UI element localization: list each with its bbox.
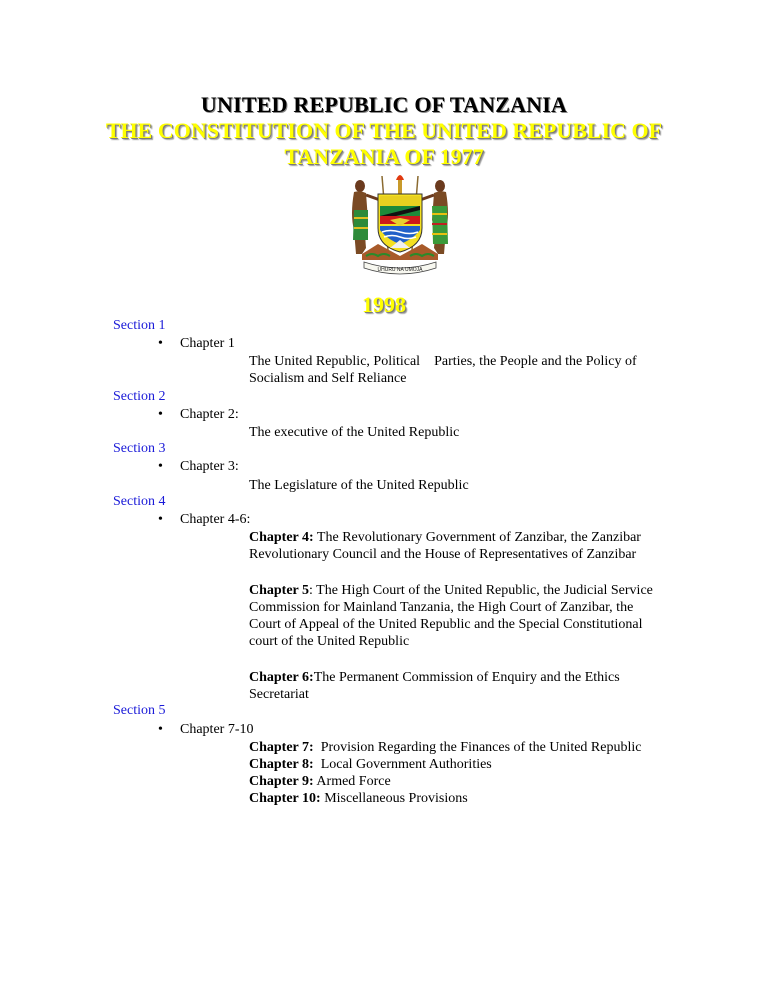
edition-year: 1998 [362, 292, 406, 317]
bullet-icon: • [158, 407, 163, 422]
chapters-7-10-list [249, 739, 689, 807]
coat-of-arms-icon [342, 170, 458, 276]
document-title: UNITED REPUBLIC OF TANZANIA [200, 92, 568, 117]
subtitle-line-2: TANZANIA OF 1977 [284, 144, 484, 169]
description-line [249, 669, 689, 686]
chapter-text: Armed Force [313, 774, 391, 789]
description-line: The executive of the United Republic [249, 425, 460, 440]
section-4-link[interactable]: Section 4 [113, 494, 166, 509]
chapter-text: Miscellaneous Provisions [320, 791, 468, 806]
description-line: The United Republic, Political Parties, the People and the Policy of [249, 354, 637, 369]
chapter-4-description [249, 529, 689, 563]
chapter-heading: Chapter 5 [249, 583, 310, 598]
subtitle-line-1: THE CONSTITUTION OF THE UNITED REPUBLIC OF [105, 118, 663, 143]
chapter-bullet-5 [158, 722, 253, 738]
chapter-label: Chapter 4-6: [180, 512, 251, 527]
description-line: Court of Appeal of the United Republic and the Special Constitutional [249, 617, 643, 632]
chapter-bullet-2 [158, 407, 239, 423]
chapter-description [249, 353, 689, 387]
chapter-label: Chapter 2: [180, 407, 239, 422]
bullet-icon: • [158, 722, 163, 737]
chapter-text: Local Government Authorities [313, 757, 492, 772]
chapter-label: Chapter 1 [180, 336, 235, 351]
section-1-link[interactable]: Section 1 [113, 318, 166, 333]
description-line [249, 739, 689, 756]
description-line [249, 773, 689, 790]
chapter-heading: Chapter 6: [249, 670, 314, 685]
description-line: Secretariat [249, 687, 309, 702]
bullet-icon: • [158, 336, 163, 351]
chapter-heading: Chapter 10: [249, 791, 321, 806]
chapter-text: Provision Regarding the Finances of the United Republic [313, 740, 642, 755]
chapter-heading: Chapter 8: [249, 757, 314, 772]
svg-text:UHURU NA UMOJA: UHURU NA UMOJA [377, 267, 423, 273]
chapter-bullet-4 [158, 512, 250, 528]
chapter-description [249, 424, 689, 441]
section-2-link[interactable]: Section 2 [113, 389, 166, 404]
section-5-link[interactable]: Section 5 [113, 703, 166, 718]
chapter-label: Chapter 3: [180, 459, 239, 474]
bullet-icon: • [158, 459, 163, 474]
description-line: court of the United Republic [249, 634, 410, 649]
chapter-bullet-1 [158, 336, 235, 352]
description-line [249, 582, 689, 599]
description-line [249, 529, 689, 546]
description-line [249, 756, 689, 773]
chapter-6-description [249, 669, 689, 703]
chapter-heading: Chapter 7: [249, 740, 314, 755]
chapter-text: : The High Court of the United Republic, the Judicial Service [309, 583, 653, 598]
chapter-description [249, 477, 689, 494]
description-line: The Legislature of the United Republic [249, 478, 469, 493]
bullet-icon: • [158, 512, 163, 527]
chapter-label: Chapter 7-10 [180, 722, 254, 737]
description-line [249, 790, 689, 807]
description-line: Commission for Mainland Tanzania, the High Court of Zanzibar, the [249, 600, 634, 615]
chapter-heading: Chapter 4: [249, 530, 314, 545]
chapter-bullet-3 [158, 459, 239, 475]
description-line: Revolutionary Council and the House of Representatives of Zanzibar [249, 547, 637, 562]
chapter-text: The Revolutionary Government of Zanzibar, the Zanzibar [313, 530, 641, 545]
chapter-5-description [249, 582, 689, 650]
chapter-heading: Chapter 9: [249, 774, 314, 789]
document-subtitle [0, 118, 768, 170]
description-line: Socialism and Self Reliance [249, 371, 407, 386]
section-3-link[interactable]: Section 3 [113, 441, 166, 456]
chapter-text: The Permanent Commission of Enquiry and the Ethics [313, 670, 620, 685]
